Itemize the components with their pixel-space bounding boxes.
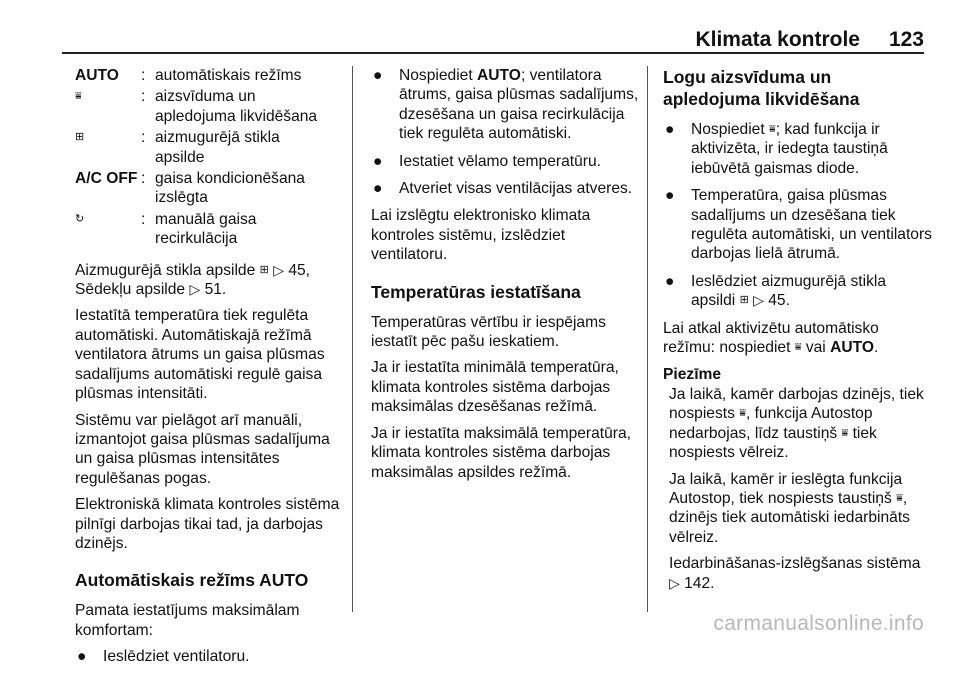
page-ref-arrow-icon: ▷ <box>669 574 680 591</box>
paragraph: Pamata iestatījums maksimālam komfortam: <box>75 602 300 639</box>
page-link[interactable]: 45, <box>288 261 310 279</box>
column-divider-1 <box>352 66 353 612</box>
bullet-item: ● Temperatūra, gaisa plūsmas sadalījums un dzesēšana tiek regulēta automātiski, un ventilators darbojas lielā ātrumā. <box>665 187 932 263</box>
legend-row-auto <box>75 66 343 85</box>
paragraph: Temperatūras vērtību ir iespējams iestatīt pēc pašu ieskatiem. <box>371 313 606 351</box>
column-1 <box>75 66 343 675</box>
note-box <box>663 385 933 593</box>
section-heading: Logu aizsvīduma un apledojuma likvidēšana <box>663 67 860 109</box>
legend-colon: : <box>141 210 146 228</box>
legend-key-ac-off: A/C OFF <box>75 170 138 188</box>
max-defrost-icon: ⩸ <box>739 407 746 420</box>
page-ref-arrow-icon: ▷ <box>189 281 201 298</box>
legend-row-recirculation <box>75 210 343 249</box>
rear-window-heating-icon: ⊞ <box>75 131 85 144</box>
section-heading: Temperatūras iestatīšana <box>371 281 581 302</box>
bullet-icon: ● <box>77 648 87 666</box>
legend-key-auto: AUTO <box>75 67 119 84</box>
control-legend <box>75 66 343 249</box>
column-3 <box>663 66 933 600</box>
rear-window-heating-icon: ⊞ <box>259 263 269 276</box>
bullet-icon: ● <box>665 272 675 290</box>
page-ref-arrow-icon: ▷ <box>753 292 764 309</box>
legend-row-ac-off <box>75 169 343 208</box>
note-title: Piezīme <box>663 366 722 384</box>
bullet-item: ● Ieslēdziet aizmugurējā stikla apsildi ⊞ ▷ 45. <box>665 272 887 310</box>
paragraph: Iestatītā temperatūra tiek regulēta automātiski. Automātiskajā režīmā ventilatora ātrums un gaisa plūsmas sadalījums automātiski regulē gaisa plūsmas intensitāti. <box>75 307 325 403</box>
paragraph: Sistēmu var pielāgot arī manuāli, izmantojot gaisa plūsmas sadalījuma un gaisa plūsmas intensitātes regulēšanas pogas. <box>75 411 330 487</box>
page-link[interactable]: 45. <box>768 292 790 310</box>
paragraph: Ja ir iestatīta minimālā temperatūra, klimata kontroles sistēma darbojas maksimālas dzesēšanas režīmā. <box>371 359 619 416</box>
column-divider-2 <box>647 66 648 612</box>
column-2 <box>371 66 639 489</box>
max-defrost-icon: ⩸ <box>769 123 776 135</box>
bullet-item: ● Ieslēdziet ventilatoru. <box>77 648 250 666</box>
legend-colon: : <box>141 88 146 106</box>
bullet-item: ● Nospiediet ⩸; kad funkcija ir aktivizēta, ir iedegta taustiņā iebūvētā gaismas diode. <box>665 121 888 177</box>
max-defrost-icon: ⩸ <box>794 341 802 354</box>
auto-key-label: AUTO <box>477 67 521 84</box>
rear-window-heating-icon: ⊞ <box>739 294 749 307</box>
section-heading: Automātiskais režīms AUTO <box>75 570 309 591</box>
legend-colon: : <box>141 129 146 147</box>
legend-colon: : <box>141 170 146 188</box>
bullet-item: ● Nospiediet AUTO; ventilatora ātrums, gaisa plūsmas sadalījums, dzesēšana un gaisa recirkulācija tiek regulēta automātiski. <box>373 67 639 143</box>
bullet-item: ● Iestatiet vēlamo temperatūru. <box>373 152 601 170</box>
header-divider <box>62 52 924 54</box>
watermark: carmanualsonline.info <box>713 612 924 635</box>
legend-desc: manuālā gaisa recirkulācija <box>155 210 257 248</box>
bullet-icon: ● <box>373 67 383 84</box>
paragraph: Ja ir iestatīta maksimālā temperatūra, klimata kontroles sistēma darbojas maksimālas apsildes režīmā. <box>371 424 631 481</box>
legend-desc: automātiskais režīms <box>155 67 302 84</box>
legend-desc: gaisa kondicionēšana izslēgta <box>155 170 305 207</box>
page-number: 123 <box>888 28 924 51</box>
legend-desc: aizsvīduma un apledojuma likvidēšana <box>155 88 318 125</box>
recirculation-icon: ↻ <box>75 212 85 225</box>
bullet-icon: ● <box>665 121 675 138</box>
note-paragraph: Ja laikā, kamēr ir ieslēgta funkcija Autostop, tiek nospiests taustiņš ⩸, dzinējs tiek automātiski iedarbināts vēlreiz. <box>669 470 910 546</box>
legend-row-rear-heating <box>75 128 343 167</box>
max-defrost-icon: ⩸ <box>75 90 82 103</box>
bullet-item: ● Atveriet visas ventilācijas atveres. <box>373 180 633 198</box>
paragraph: Lai atkal aktivizētu automātisko režīmu: nospiediet ⩸ vai AUTO. <box>663 319 879 357</box>
bullet-icon: ● <box>373 152 383 170</box>
page-link[interactable]: 51. <box>204 281 227 299</box>
paragraph: Lai izslēgtu elektronisko klimata kontroles sistēmu, izslēdziet ventilatoru. <box>371 207 591 264</box>
page-link[interactable]: 142. <box>684 574 715 592</box>
header-title: Klimata kontrole <box>695 28 860 51</box>
legend-row-defrost <box>75 87 343 126</box>
page-ref-arrow-icon: ▷ <box>273 261 284 278</box>
bullet-icon: ● <box>373 180 383 198</box>
max-defrost-icon: ⩸ <box>896 491 903 504</box>
paragraph: Elektroniskā klimata kontroles sistēma pilnīgi darbojas tikai tad, ja darbojas dzinējs. <box>75 496 340 552</box>
note-paragraph: Iedarbināšanas-izslēgšanas sistēma ▷ 142. <box>669 555 921 592</box>
bullet-icon: ● <box>665 187 675 205</box>
cross-references: Aizmugurējā stikla apsilde ⊞ ▷ 45, Sēdekļu apsilde ▷ 51. <box>75 261 310 299</box>
legend-desc: aizmugurējā stikla apsilde <box>155 129 280 166</box>
legend-colon: : <box>141 67 146 84</box>
note-paragraph: Ja laikā, kamēr darbojas dzinējs, tiek nospiests ⩸, funkcija Autostop nedarbojas, līdz taustiņš ⩸ tiek nospiests vēlreiz. <box>669 385 924 462</box>
max-defrost-icon: ⩸ <box>841 426 849 439</box>
auto-key-label: AUTO <box>830 339 874 357</box>
